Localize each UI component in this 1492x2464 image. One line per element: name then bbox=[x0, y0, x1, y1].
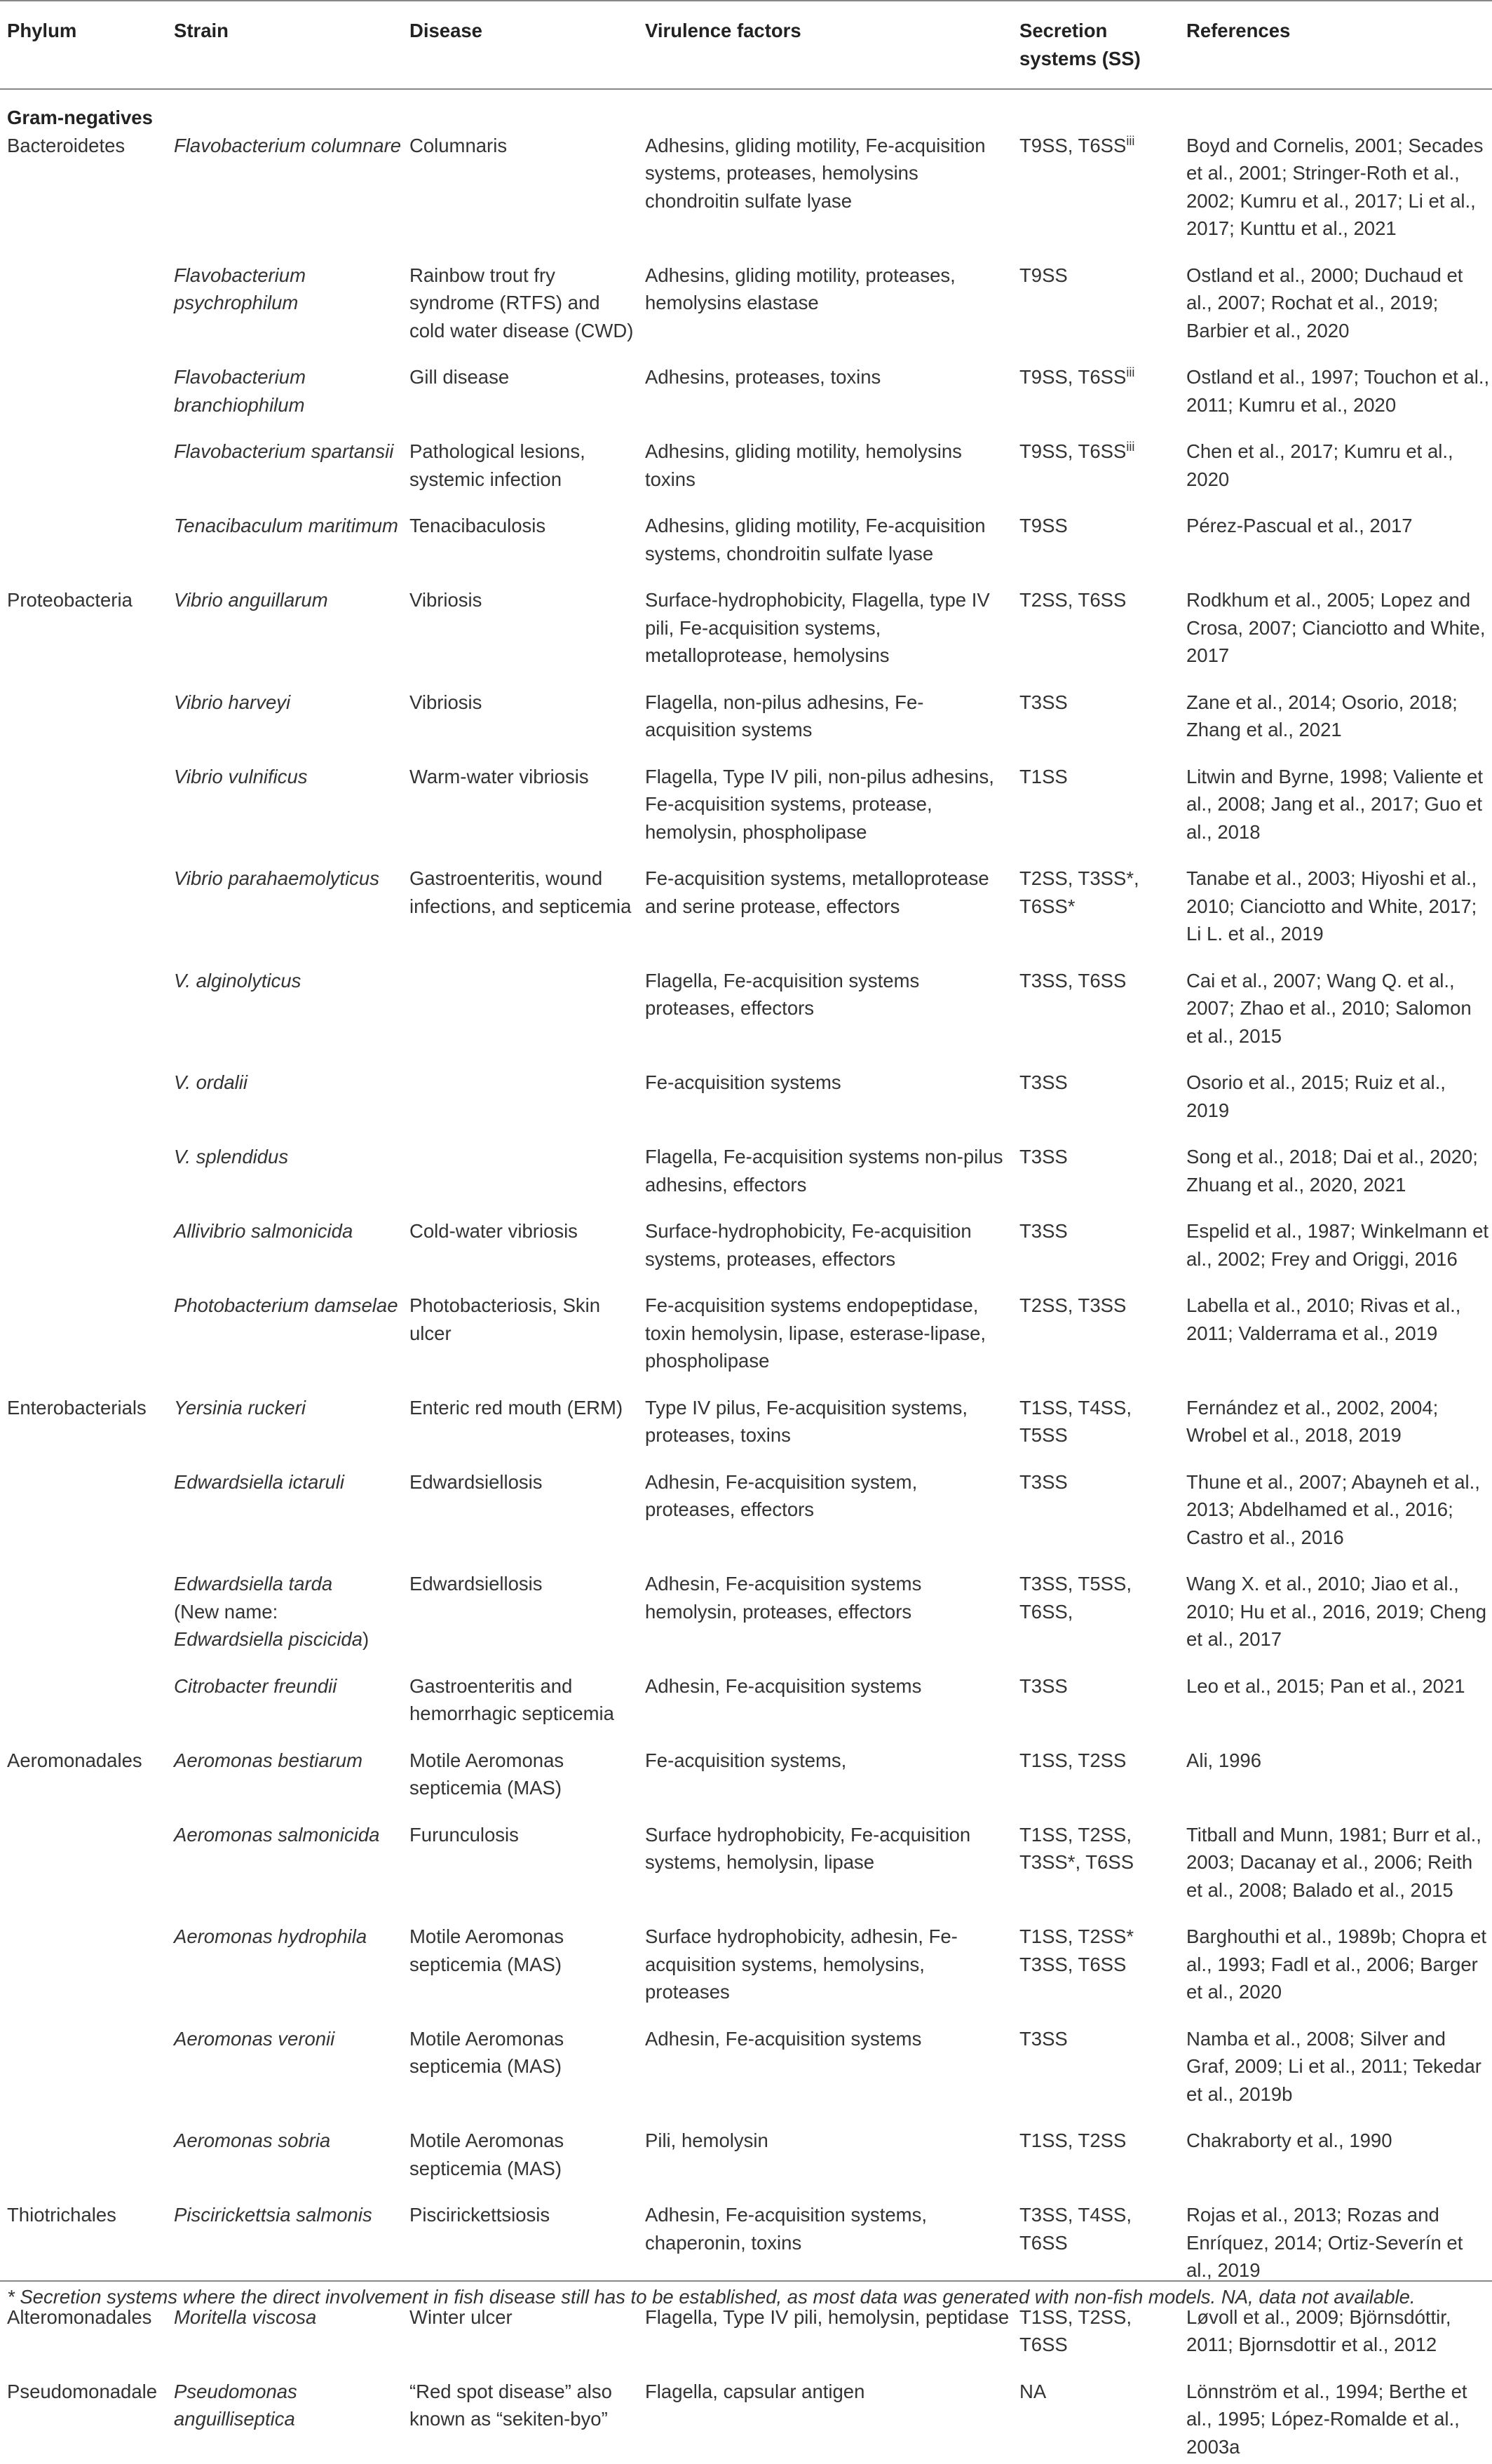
table-row bbox=[0, 2111, 1492, 2186]
cell-virulence-factors: Surface hydrophobicity, adhesin, Fe-acquisition systems, hemolysins, proteases bbox=[638, 1907, 1012, 2010]
strain-name: Vibrio vulnificus bbox=[174, 766, 308, 787]
cell-disease: Tenacibaculosis bbox=[402, 496, 638, 571]
secretion-systems-value: T3SS bbox=[1019, 1471, 1068, 1493]
cell-references: Ostland et al., 2000; Duchaud et al., 2007; Rochat et al., 2019; Barbier et al., 2020 bbox=[1179, 246, 1492, 348]
cell-virulence-factors: Flagella, Fe-acquisition systems proteases, effectors bbox=[638, 952, 1012, 1054]
cell-secretion-systems bbox=[1012, 2362, 1179, 2464]
cell-references: Zane et al., 2014; Osorio, 2018; Zhang et al., 2021 bbox=[1179, 673, 1492, 747]
table-row bbox=[0, 952, 1492, 1054]
table-row bbox=[0, 2362, 1492, 2464]
cell-references: Løvoll et al., 2009; Björnsdóttir, 2011; Bjornsdottir et al., 2012 bbox=[1179, 2288, 1492, 2362]
cell-disease bbox=[402, 952, 638, 1054]
cell-references: Chakraborty et al., 1990 bbox=[1179, 2111, 1492, 2186]
strain-name: Vibrio harveyi bbox=[174, 691, 290, 713]
cell-virulence-factors: Fe-acquisition systems endopeptidase, toxin hemolysin, lipase, esterase-lipase, phospholipase bbox=[638, 1276, 1012, 1379]
secretion-systems-value: T3SS, T6SS bbox=[1019, 970, 1126, 991]
cell-virulence-factors: Fe-acquisition systems, bbox=[638, 1731, 1012, 1806]
secretion-systems-value: T1SS, T4SS, T5SS bbox=[1019, 1397, 1132, 1447]
cell-strain bbox=[167, 747, 402, 850]
strain-name: V. alginolyticus bbox=[174, 970, 301, 991]
cell-strain bbox=[167, 422, 402, 496]
table-row bbox=[0, 1379, 1492, 1453]
cell-strain bbox=[167, 348, 402, 422]
cell-virulence-factors: Surface-hydrophobicity, Flagella, type IV pili, Fe-acquisition systems, metalloprotease, hemolysins bbox=[638, 571, 1012, 673]
cell-phylum bbox=[0, 952, 167, 1054]
cell-references: Lönnström et al., 1994; Berthe et al., 1995; López-Romalde et al., 2003a bbox=[1179, 2362, 1492, 2464]
cell-strain bbox=[167, 952, 402, 1054]
cell-virulence-factors: Pili, hemolysin bbox=[638, 2111, 1012, 2186]
cell-secretion-systems bbox=[1012, 422, 1179, 496]
cell-references: Osorio et al., 2015; Ruiz et al., 2019 bbox=[1179, 1053, 1492, 1128]
secretion-systems-value: T2SS, T6SS bbox=[1019, 589, 1126, 611]
secretion-superscript: iii bbox=[1126, 440, 1134, 454]
table-row bbox=[0, 1907, 1492, 2010]
cell-phylum bbox=[0, 2111, 167, 2186]
cell-disease: Enteric red mouth (ERM) bbox=[402, 1379, 638, 1453]
table-row bbox=[0, 1731, 1492, 1806]
cell-virulence-factors: Adhesin, Fe-acquisition system, proteases, effectors bbox=[638, 1453, 1012, 1555]
cell-phylum bbox=[0, 1657, 167, 1731]
cell-strain bbox=[167, 132, 402, 246]
table-row bbox=[0, 1053, 1492, 1128]
secretion-systems-value: T3SS bbox=[1019, 691, 1068, 713]
cell-disease: Pathological lesions, systemic infection bbox=[402, 422, 638, 496]
secretion-systems-value: NA bbox=[1019, 2381, 1046, 2402]
cell-disease bbox=[402, 1053, 638, 1128]
cell-virulence-factors: Fe-acquisition systems bbox=[638, 1053, 1012, 1128]
cell-references: Leo et al., 2015; Pan et al., 2021 bbox=[1179, 1657, 1492, 1731]
strain-name: V. ordalii bbox=[174, 1071, 247, 1093]
secretion-systems-value: T2SS, T3SS bbox=[1019, 1294, 1126, 1316]
cell-virulence-factors: Adhesins, proteases, toxins bbox=[638, 348, 1012, 422]
cell-phylum: Enterobacterials bbox=[0, 1379, 167, 1453]
cell-phylum: Thiotrichales bbox=[0, 2186, 167, 2288]
header-phylum: Phylum bbox=[0, 1, 167, 89]
cell-phylum bbox=[0, 1907, 167, 2010]
cell-phylum: Pseudomonadale bbox=[0, 2362, 167, 2464]
cell-phylum bbox=[0, 1202, 167, 1276]
cell-references: Labella et al., 2010; Rivas et al., 2011; Valderrama et al., 2019 bbox=[1179, 1276, 1492, 1379]
secretion-systems-value: T3SS, T5SS, T6SS, bbox=[1019, 1573, 1132, 1623]
cell-references: Boyd and Cornelis, 2001; Secades et al., 2001; Stringer-Roth et al., 2002; Kumru et al., 2017; Li et al., 2017; Kunttu et al., 2021 bbox=[1179, 132, 1492, 246]
cell-disease: Vibriosis bbox=[402, 673, 638, 747]
cell-phylum bbox=[0, 496, 167, 571]
cell-virulence-factors: Adhesin, Fe-acquisition systems hemolysin, proteases, effectors bbox=[638, 1555, 1012, 1657]
strain-name: Piscirickettsia salmonis bbox=[174, 2204, 372, 2226]
strain-name: Tenacibaculum maritimum bbox=[174, 515, 398, 536]
cell-references: Chen et al., 2017; Kumru et al., 2020 bbox=[1179, 422, 1492, 496]
cell-phylum bbox=[0, 1276, 167, 1379]
strain-name: Moritella viscosa bbox=[174, 2306, 316, 2328]
cell-strain bbox=[167, 1276, 402, 1379]
cell-virulence-factors: Adhesin, Fe-acquisition systems bbox=[638, 2010, 1012, 2112]
cell-virulence-factors: Adhesins, gliding motility, Fe-acquisition systems, chondroitin sulfate lyase bbox=[638, 496, 1012, 571]
cell-virulence-factors: Flagella, Type IV pili, non-pilus adhesins, Fe-acquisition systems, protease, hemolysin, phospholipase bbox=[638, 747, 1012, 850]
cell-disease: Motile Aeromonas septicemia (MAS) bbox=[402, 2010, 638, 2112]
cell-secretion-systems bbox=[1012, 1379, 1179, 1453]
strain-name: Aeromonas veronii bbox=[174, 2028, 334, 2050]
cell-disease: Winter ulcer bbox=[402, 2288, 638, 2362]
cell-references: Tanabe et al., 2003; Hiyoshi et al., 2010; Cianciotto and White, 2017; Li L. et al., 2019 bbox=[1179, 849, 1492, 952]
strain-name: Citrobacter freundii bbox=[174, 1675, 337, 1697]
secretion-systems-value: T1SS bbox=[1019, 766, 1068, 787]
table-row bbox=[0, 1128, 1492, 1202]
cell-strain bbox=[167, 2186, 402, 2288]
table-row bbox=[0, 571, 1492, 673]
strain-name: Allivibrio salmonicida bbox=[174, 1220, 353, 1242]
cell-disease: Motile Aeromonas septicemia (MAS) bbox=[402, 2111, 638, 2186]
table-row bbox=[0, 2186, 1492, 2288]
table-row bbox=[0, 747, 1492, 850]
cell-phylum bbox=[0, 422, 167, 496]
strain-name: V. splendidus bbox=[174, 1146, 288, 1167]
cell-phylum bbox=[0, 2010, 167, 2112]
cell-virulence-factors: Flagella, Type IV pili, hemolysin, peptidase bbox=[638, 2288, 1012, 2362]
cell-virulence-factors: Flagella, non-pilus adhesins, Fe-acquisition systems bbox=[638, 673, 1012, 747]
cell-strain bbox=[167, 1657, 402, 1731]
cell-secretion-systems bbox=[1012, 1907, 1179, 2010]
cell-secretion-systems bbox=[1012, 2186, 1179, 2288]
cell-phylum bbox=[0, 747, 167, 850]
cell-references: Espelid et al., 1987; Winkelmann et al., 2002; Frey and Origgi, 2016 bbox=[1179, 1202, 1492, 1276]
strain-name: Yersinia ruckeri bbox=[174, 1397, 306, 1419]
cell-references: Thune et al., 2007; Abayneh et al., 2013; Abdelhamed et al., 2016; Castro et al., 2016 bbox=[1179, 1453, 1492, 1555]
cell-virulence-factors: Flagella, capsular antigen bbox=[638, 2362, 1012, 2464]
cell-disease: Gastroenteritis, wound infections, and septicemia bbox=[402, 849, 638, 952]
cell-phylum: Alteromonadales bbox=[0, 2288, 167, 2362]
cell-phylum bbox=[0, 246, 167, 348]
strain-name: Edwardsiella tarda bbox=[174, 1573, 332, 1595]
strain-name: Flavobacterium branchiophilum bbox=[174, 366, 306, 416]
cell-phylum bbox=[0, 1053, 167, 1128]
secretion-superscript: iii bbox=[1126, 133, 1134, 147]
cell-disease: Edwardsiellosis bbox=[402, 1453, 638, 1555]
cell-disease: Piscirickettsiosis bbox=[402, 2186, 638, 2288]
cell-strain bbox=[167, 1453, 402, 1555]
cell-secretion-systems bbox=[1012, 1128, 1179, 1202]
strain-name: Aeromonas hydrophila bbox=[174, 1925, 367, 1947]
secretion-systems-value: T3SS, T4SS, T6SS bbox=[1019, 2204, 1132, 2254]
cell-secretion-systems bbox=[1012, 673, 1179, 747]
cell-phylum: Aeromonadales bbox=[0, 1731, 167, 1806]
cell-secretion-systems bbox=[1012, 1555, 1179, 1657]
secretion-systems-value: T3SS bbox=[1019, 2028, 1068, 2050]
strain-name: Edwardsiella ictaruli bbox=[174, 1471, 344, 1493]
cell-strain bbox=[167, 496, 402, 571]
section-row bbox=[0, 89, 1492, 132]
cell-secretion-systems bbox=[1012, 1453, 1179, 1555]
cell-disease: Vibriosis bbox=[402, 571, 638, 673]
cell-virulence-factors: Adhesin, Fe-acquisition systems, chaperonin, toxins bbox=[638, 2186, 1012, 2288]
cell-strain bbox=[167, 1202, 402, 1276]
secretion-systems-value: T1SS, T2SS* T3SS, T6SS bbox=[1019, 1925, 1134, 1975]
cell-secretion-systems bbox=[1012, 1202, 1179, 1276]
cell-phylum bbox=[0, 849, 167, 952]
cell-strain bbox=[167, 1379, 402, 1453]
cell-disease: Warm-water vibriosis bbox=[402, 747, 638, 850]
footnote: * Secretion systems where the direct involvement in fish disease still has to be established, as most data was generated with non-fish models. NA, data not available. bbox=[7, 2284, 1416, 2310]
cell-disease: Photobacteriosis, Skin ulcer bbox=[402, 1276, 638, 1379]
secretion-systems-value: T1SS, T2SS bbox=[1019, 2130, 1126, 2151]
table-row bbox=[0, 673, 1492, 747]
cell-strain bbox=[167, 2362, 402, 2464]
cell-references: Cai et al., 2007; Wang Q. et al., 2007; Zhao et al., 2010; Salomon et al., 2015 bbox=[1179, 952, 1492, 1054]
secretion-systems-value: T3SS bbox=[1019, 1675, 1068, 1697]
cell-virulence-factors: Flagella, Fe-acquisition systems non-pilus adhesins, effectors bbox=[638, 1128, 1012, 1202]
table-row bbox=[0, 1202, 1492, 1276]
cell-references: Rodkhum et al., 2005; Lopez and Crosa, 2007; Cianciotto and White, 2017 bbox=[1179, 571, 1492, 673]
cell-strain bbox=[167, 571, 402, 673]
table-row bbox=[0, 1276, 1492, 1379]
cell-virulence-factors: Fe-acquisition systems, metalloprotease and serine protease, effectors bbox=[638, 849, 1012, 952]
table-header-row bbox=[0, 1, 1492, 89]
strain-note: (New name: bbox=[174, 1601, 278, 1623]
secretion-systems-value: T9SS, T6SS bbox=[1019, 366, 1126, 388]
header-secretion-systems: Secretion systems (SS) bbox=[1012, 1, 1179, 89]
secretion-superscript: iii bbox=[1126, 365, 1134, 379]
cell-strain bbox=[167, 2010, 402, 2112]
table-row bbox=[0, 422, 1492, 496]
cell-secretion-systems bbox=[1012, 496, 1179, 571]
table-row bbox=[0, 1806, 1492, 1908]
table-row bbox=[0, 496, 1492, 571]
table-row bbox=[0, 1555, 1492, 1657]
cell-disease: Motile Aeromonas septicemia (MAS) bbox=[402, 1731, 638, 1806]
strain-name: Vibrio parahaemolyticus bbox=[174, 867, 379, 889]
cell-disease: Columnaris bbox=[402, 132, 638, 246]
cell-secretion-systems bbox=[1012, 246, 1179, 348]
secretion-systems-value: T9SS bbox=[1019, 515, 1068, 536]
strain-name: Flavobacterium spartansii bbox=[174, 440, 393, 462]
cell-virulence-factors: Adhesins, gliding motility, hemolysins toxins bbox=[638, 422, 1012, 496]
secretion-systems-value: T1SS, T2SS bbox=[1019, 1749, 1126, 1771]
cell-strain bbox=[167, 1053, 402, 1128]
cell-phylum bbox=[0, 1555, 167, 1657]
secretion-systems-value: T1SS, T2SS, T3SS*, T6SS bbox=[1019, 1824, 1134, 1874]
cell-phylum bbox=[0, 1806, 167, 1908]
cell-disease: Furunculosis bbox=[402, 1806, 638, 1908]
cell-references: Barghouthi et al., 1989b; Chopra et al., 1993; Fadl et al., 2006; Barger et al., 2020 bbox=[1179, 1907, 1492, 2010]
cell-disease: Motile Aeromonas septicemia (MAS) bbox=[402, 1907, 638, 2010]
cell-virulence-factors: Surface hydrophobicity, Fe-acquisition systems, hemolysin, lipase bbox=[638, 1806, 1012, 1908]
cell-references: Wang X. et al., 2010; Jiao et al., 2010; Hu et al., 2016, 2019; Cheng et al., 2017 bbox=[1179, 1555, 1492, 1657]
cell-disease: “Red spot disease” also known as “sekiten-byo” bbox=[402, 2362, 638, 2464]
header-strain: Strain bbox=[167, 1, 402, 89]
cell-secretion-systems bbox=[1012, 1053, 1179, 1128]
header-disease: Disease bbox=[402, 1, 638, 89]
cell-secretion-systems bbox=[1012, 132, 1179, 246]
cell-references: Ali, 1996 bbox=[1179, 1731, 1492, 1806]
cell-strain bbox=[167, 1731, 402, 1806]
strain-name: Photobacterium damselae bbox=[174, 1294, 398, 1316]
table-row bbox=[0, 132, 1492, 246]
strain-name: Flavobacterium psychrophilum bbox=[174, 264, 306, 314]
cell-strain bbox=[167, 673, 402, 747]
strain-name: Pseudomonas anguilliseptica bbox=[174, 2381, 297, 2430]
cell-virulence-factors: Type IV pilus, Fe-acquisition systems, proteases, toxins bbox=[638, 1379, 1012, 1453]
cell-references: Rojas et al., 2013; Rozas and Enríquez, 2014; Ortiz-Severín et al., 2019 bbox=[1179, 2186, 1492, 2288]
table-row bbox=[0, 2010, 1492, 2112]
cell-secretion-systems bbox=[1012, 348, 1179, 422]
cell-disease: Cold-water vibriosis bbox=[402, 1202, 638, 1276]
cell-disease: Edwardsiellosis bbox=[402, 1555, 638, 1657]
cell-phylum: Bacteroidetes bbox=[0, 132, 167, 246]
cell-references: Titball and Munn, 1981; Burr et al., 2003; Dacanay et al., 2006; Reith et al., 2008; Balado et al., 2015 bbox=[1179, 1806, 1492, 1908]
cell-virulence-factors: Adhesins, gliding motility, Fe-acquisition systems, proteases, hemolysins chondroitin sulfate lyase bbox=[638, 132, 1012, 246]
cell-secretion-systems bbox=[1012, 849, 1179, 952]
strain-name: Aeromonas salmonicida bbox=[174, 1824, 379, 1846]
strain-name: Vibrio anguillarum bbox=[174, 589, 328, 611]
secretion-systems-value: T1SS, T2SS, T6SS bbox=[1019, 2306, 1132, 2356]
cell-secretion-systems bbox=[1012, 2111, 1179, 2186]
cell-disease: Rainbow trout fry syndrome (RTFS) and cold water disease (CWD) bbox=[402, 246, 638, 348]
cell-secretion-systems bbox=[1012, 2010, 1179, 2112]
cell-phylum bbox=[0, 348, 167, 422]
table-row bbox=[0, 348, 1492, 422]
cell-strain bbox=[167, 1128, 402, 1202]
cell-secretion-systems bbox=[1012, 571, 1179, 673]
cell-secretion-systems bbox=[1012, 1731, 1179, 1806]
table-row bbox=[0, 1657, 1492, 1731]
cell-disease: Gill disease bbox=[402, 348, 638, 422]
cell-phylum: Proteobacteria bbox=[0, 571, 167, 673]
cell-virulence-factors: Surface-hydrophobicity, Fe-acquisition systems, proteases, effectors bbox=[638, 1202, 1012, 1276]
strain-name: Aeromonas sobria bbox=[174, 2130, 330, 2151]
secretion-systems-value: T9SS bbox=[1019, 264, 1068, 286]
cell-virulence-factors: Adhesin, Fe-acquisition systems bbox=[638, 1657, 1012, 1731]
cell-phylum bbox=[0, 1453, 167, 1555]
cell-strain bbox=[167, 1907, 402, 2010]
strain-note-name: Edwardsiella piscicida bbox=[174, 1628, 362, 1650]
cell-disease: Gastroenteritis and hemorrhagic septicemia bbox=[402, 1657, 638, 1731]
cell-virulence-factors: Adhesins, gliding motility, proteases, hemolysins elastase bbox=[638, 246, 1012, 348]
table-row bbox=[0, 849, 1492, 952]
footnote-divider bbox=[0, 2280, 1492, 2282]
cell-phylum bbox=[0, 1128, 167, 1202]
strain-name: Aeromonas bestiarum bbox=[174, 1749, 362, 1771]
cell-references: Namba et al., 2008; Silver and Graf, 2009; Li et al., 2011; Tekedar et al., 2019b bbox=[1179, 2010, 1492, 2112]
cell-references: Fernández et al., 2002, 2004; Wrobel et al., 2018, 2019 bbox=[1179, 1379, 1492, 1453]
cell-disease bbox=[402, 1128, 638, 1202]
section-label: Gram-negatives bbox=[0, 89, 1492, 132]
cell-secretion-systems bbox=[1012, 952, 1179, 1054]
strain-note-end: ) bbox=[362, 1628, 369, 1650]
cell-strain bbox=[167, 1555, 402, 1657]
cell-strain bbox=[167, 849, 402, 952]
cell-secretion-systems bbox=[1012, 1806, 1179, 1908]
table-row bbox=[0, 246, 1492, 348]
header-virulence-factors: Virulence factors bbox=[638, 1, 1012, 89]
cell-phylum bbox=[0, 673, 167, 747]
cell-references: Song et al., 2018; Dai et al., 2020; Zhuang et al., 2020, 2021 bbox=[1179, 1128, 1492, 1202]
secretion-systems-value: T3SS bbox=[1019, 1220, 1068, 1242]
table-row bbox=[0, 1453, 1492, 1555]
secretion-systems-value: T2SS, T3SS*, T6SS* bbox=[1019, 867, 1139, 917]
secretion-systems-value: T9SS, T6SS bbox=[1019, 440, 1126, 462]
cell-references: Ostland et al., 1997; Touchon et al., 2011; Kumru et al., 2020 bbox=[1179, 348, 1492, 422]
secretion-systems-value: T3SS bbox=[1019, 1146, 1068, 1167]
cell-references: Pérez-Pascual et al., 2017 bbox=[1179, 496, 1492, 571]
cell-strain bbox=[167, 246, 402, 348]
cell-strain bbox=[167, 1806, 402, 1908]
header-references: References bbox=[1179, 1, 1492, 89]
cell-strain bbox=[167, 2111, 402, 2186]
cell-references: Litwin and Byrne, 1998; Valiente et al., 2008; Jang et al., 2017; Guo et al., 2018 bbox=[1179, 747, 1492, 850]
strain-name: Flavobacterium columnare bbox=[174, 135, 401, 156]
cell-secretion-systems bbox=[1012, 1276, 1179, 1379]
cell-secretion-systems bbox=[1012, 1657, 1179, 1731]
cell-secretion-systems bbox=[1012, 747, 1179, 850]
secretion-systems-value: T3SS bbox=[1019, 1071, 1068, 1093]
secretion-systems-value: T9SS, T6SS bbox=[1019, 135, 1126, 156]
